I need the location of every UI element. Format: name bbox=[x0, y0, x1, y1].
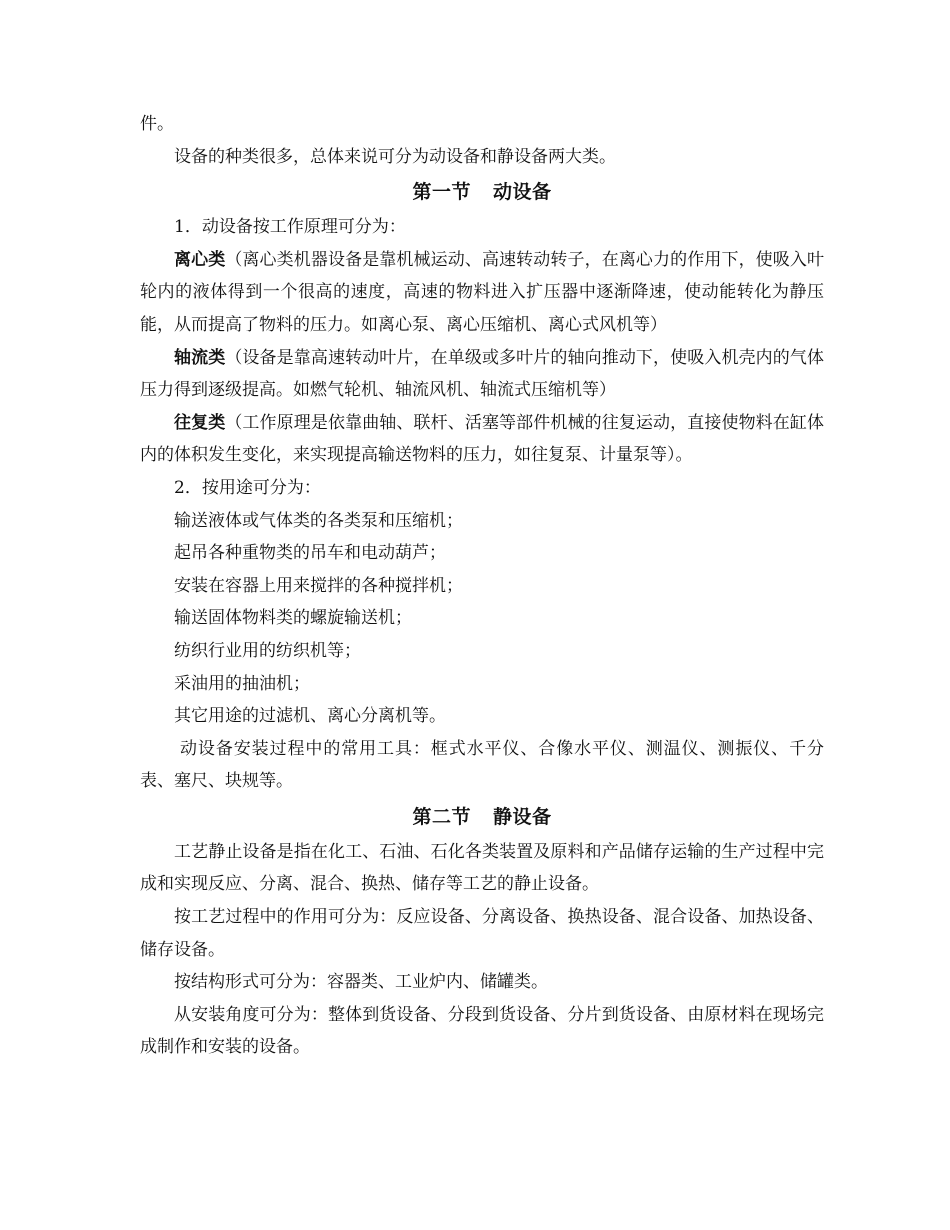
list-item: 输送液体或气体类的各类泵和压缩机； bbox=[174, 510, 463, 531]
reciprocating-text: （工作原理是依靠曲轴、联杆、活塞等部件机械的往复运动，直接使物料在缸体内的体积发生变化，来实现提高输送物料的压力，如往复泵、计量泵等）。 bbox=[140, 412, 825, 466]
section1-title: 动设备 bbox=[493, 181, 552, 204]
centrifugal-text: （离心类机器设备是靠机械运动、高速转动转子，在离心力的作用下，使吸入叶轮内的液体得到一个很高的速度，高速的物料进入扩压器中逐渐降速，使动能转化为静压能，从而提高了物料的压力。如离心泵、离心压缩机、离心式风机等） bbox=[140, 249, 825, 335]
section2-number: 第二节 bbox=[412, 805, 471, 828]
by-principle-heading: 1．动设备按工作原理可分为： bbox=[174, 217, 406, 238]
list-item: 起吊各种重物类的吊车和电动葫芦； bbox=[174, 543, 446, 564]
centrifugal-paragraph bbox=[140, 244, 824, 342]
document-page bbox=[140, 108, 824, 1064]
list-item: 输送固体物料类的螺旋输送机； bbox=[174, 608, 412, 629]
static-by-structure: 按结构形式可分为：容器类、工业炉内、储罐类。 bbox=[174, 972, 548, 993]
section1-heading bbox=[140, 173, 824, 211]
axial-term: 轴流类 bbox=[174, 347, 226, 368]
static-by-installation: 从安装角度可分为：整体到货设备、分段到货设备、分片到货设备、由原材料在现场完成制作和安装的设备。 bbox=[140, 1004, 824, 1058]
section1-number: 第一节 bbox=[412, 181, 471, 204]
static-by-function: 按工艺过程中的作用可分为：反应设备、分离设备、换热设备、混合设备、加热设备、储存设备。 bbox=[140, 907, 824, 960]
intro-categories: 设备的种类很多，总体来说可分为动设备和静设备两大类。 bbox=[174, 146, 616, 167]
reciprocating-term: 往复类 bbox=[174, 412, 226, 433]
axial-text: （设备是靠高速转动叶片，在单级或多叶片的轴向推动下，使吸入机壳内的气体压力得到逐级提高。如燃气轮机、轴流风机、轴流式压缩机等） bbox=[140, 347, 825, 401]
section2-heading bbox=[140, 798, 824, 836]
reciprocating-paragraph bbox=[140, 407, 824, 472]
list-item: 采油用的抽油机； bbox=[174, 673, 310, 694]
centrifugal-term: 离心类 bbox=[174, 249, 226, 270]
tools-paragraph: 动设备安装过程中的常用工具：框式水平仪、合像水平仪、测温仪、测振仪、千分表、塞尺、块规等。 bbox=[140, 738, 824, 792]
intro-continuation: 件。 bbox=[140, 114, 174, 134]
list-item: 其它用途的过滤机、离心分离机等。 bbox=[174, 706, 446, 727]
list-item: 安装在容器上用来搅拌的各种搅拌机； bbox=[174, 575, 463, 596]
list-item: 纺织行业用的纺织机等； bbox=[174, 640, 361, 661]
axial-paragraph bbox=[140, 342, 824, 407]
by-use-heading: 2．按用途可分为： bbox=[174, 477, 321, 498]
static-equipment-definition: 工艺静止设备是指在化工、石油、石化各类装置及原料和产品储存运输的生产过程中完成和实现反应、分离、混合、换热、储存等工艺的静止设备。 bbox=[140, 841, 824, 895]
section2-title: 静设备 bbox=[493, 805, 552, 828]
